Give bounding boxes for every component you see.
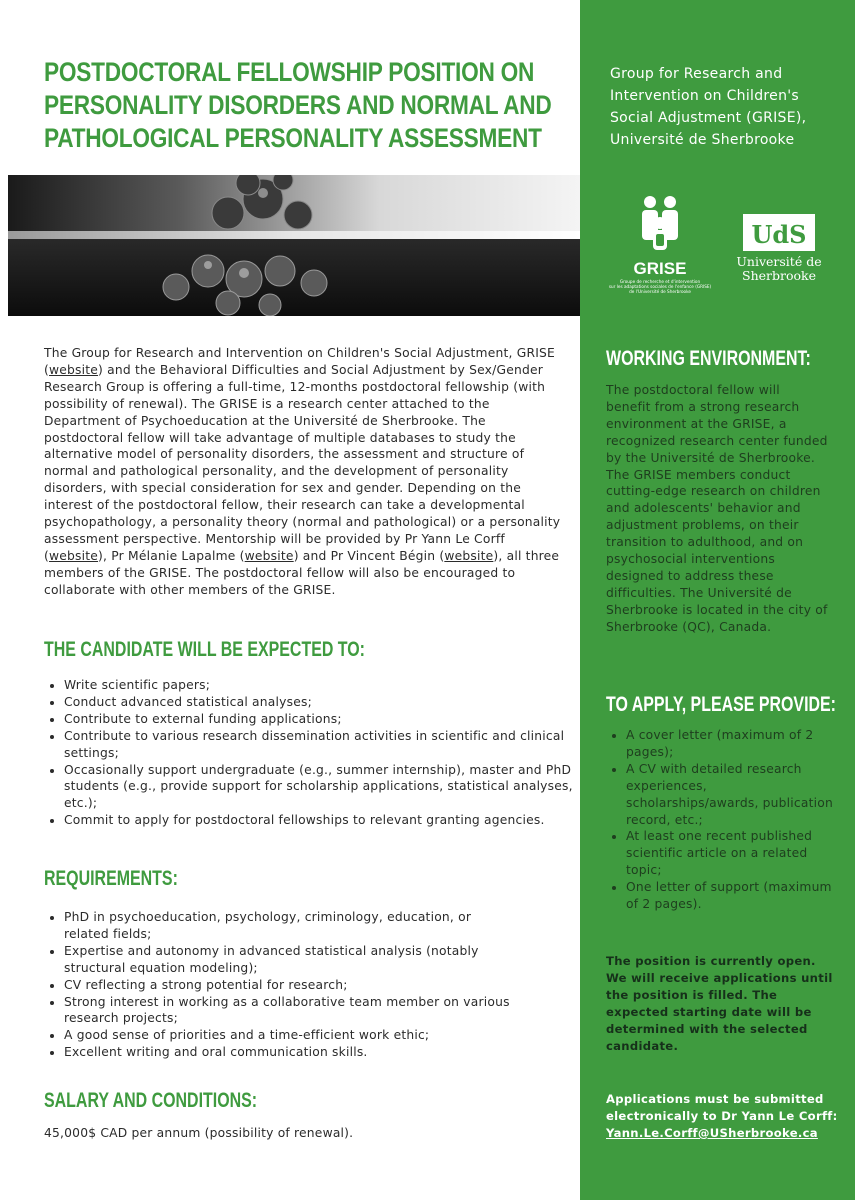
requirement-item: • A good sense of priorities and a time-efficient work ethic;: [64, 1027, 514, 1044]
requirement-item: • Expertise and autonomy in advanced statistical analysis (notably structural equation modeling);: [64, 943, 514, 977]
title-line: PERSONALITY DISORDERS AND NORMAL AND: [44, 90, 552, 120]
expected-item: • Conduct advanced statistical analyses;: [64, 694, 574, 711]
salary-heading: SALARY AND CONDITIONS:: [44, 1089, 258, 1112]
organization-name: [610, 63, 850, 151]
grise-logo: [580, 190, 855, 310]
uds-name-line: Sherbrooke: [742, 268, 816, 283]
provide-item: • One letter of support (maximum of 2 pages).: [626, 879, 838, 913]
puzzle-banner-image: [8, 175, 580, 316]
apply-text: Applications must be submitted electronically to Dr Yann Le Corff:: [606, 1092, 838, 1123]
uds-name-line: Université de: [736, 254, 822, 269]
requirements-list: [44, 909, 514, 1061]
expected-item: • Occasionally support undergraduate (e.g., summer internship), master and PhD students (e.g., provide support for scholarship applications, statistical analyses, etc.);: [64, 762, 574, 813]
intro-text: ), Pr Mélanie Lapalme (: [98, 548, 245, 563]
grise-website-link[interactable]: website: [49, 362, 99, 377]
expected-item: • Write scientific papers;: [64, 677, 574, 694]
org-line: Social Adjustment (GRISE),: [610, 110, 807, 126]
provide-item: • A CV with detailed research experiences, scholarships/awards, publication record, etc.;: [626, 761, 838, 829]
grise-name: GRISE: [633, 259, 687, 278]
intro-text: ) and the Behavioral Difficulties and Social Adjustment by Sex/Gender Research Group is offering a full-time, 12-months postdoctoral fellowship (with possibility of renewal). The GRISE is a research center attached to the Department of Psychoeducation at the Université de Sherbrooke. The postdoctoral fellow will take advantage of multiple databases to study the alternative model of personality disorders, the assessment and structure of normal and pathological personality, and the development of personality disorders, with special consideration for sex and gender. Depending on the interest of the postdoctoral fellow, their research can take a developmental psychopathology, a personality theory (normal and pathological) or a personality assessment perspective. Mentorship will be provided by Pr Yann Le Corff (: [44, 362, 561, 563]
title-line: POSTDOCTORAL FELLOWSHIP POSITION ON: [44, 57, 535, 87]
intro-text: The Group for Research and Intervention on Children's Social Adjustment, GRISE (: [44, 346, 556, 377]
apply-instructions: [606, 1091, 846, 1142]
expected-item: • Contribute to various research dissemination activities in scientific and clinical settings;: [64, 728, 574, 762]
expected-list: [44, 677, 574, 829]
page-title: [44, 56, 552, 155]
org-line: Group for Research and: [610, 66, 783, 82]
org-line: Université de Sherbrooke: [610, 132, 795, 148]
expected-item: • Contribute to external funding applications;: [64, 711, 574, 728]
lapalme-website-link[interactable]: website: [244, 548, 294, 563]
requirement-item: • Excellent writing and oral communication skills.: [64, 1044, 514, 1061]
provide-heading: TO APPLY, PLEASE PROVIDE:: [606, 693, 837, 716]
provide-item: • A cover letter (maximum of 2 pages);: [626, 727, 838, 761]
provide-item: • At least one recent published scientific article on a related topic;: [626, 828, 838, 879]
expected-item: • Commit to apply for postdoctoral fellowships to relevant granting agencies.: [64, 812, 574, 829]
contact-email-link[interactable]: Yann.Le.Corff@USherbrooke.ca: [606, 1125, 818, 1140]
requirements-heading: REQUIREMENTS:: [44, 867, 178, 890]
position-notice: The position is currently open. We will receive applications until the position is filled. The expected starting date will be determined with the selected candidate.: [606, 954, 833, 1053]
uds-mark: UdS: [751, 220, 807, 249]
grise-subtitle-line: Groupe de recherche et d'intervention: [619, 279, 701, 284]
environment-text: The postdoctoral fellow will benefit from a strong research environment at the GRISE, a recognized research center funded by the Université de Sherbrooke. The GRISE members conduct cutting-edge research on children and adolescents' behavior and adjustment problems, on their transition to adulthood, and on psychosocial interventions designed to address these difficulties. The Université de Sherbrooke is located in the city of Sherbrooke (QC), Canada.: [606, 383, 828, 634]
grise-subtitle-line: de l'Université de Sherbrooke: [629, 289, 691, 294]
intro-text: ), all three members of the GRISE. The postdoctoral fellow will also be encouraged to collaborate with other members of the GRISE.: [44, 548, 560, 597]
intro-paragraph: [44, 345, 564, 599]
partner-logos: [580, 190, 855, 310]
provide-list: [606, 727, 838, 913]
requirement-item: • Strong interest in working as a collaborative team member on various research projects;: [64, 994, 514, 1028]
begin-website-link[interactable]: website: [444, 548, 494, 563]
title-line: PATHOLOGICAL PERSONALITY ASSESSMENT: [44, 123, 542, 153]
org-line: Intervention on Children's: [610, 88, 799, 104]
intro-text: ) and Pr Vincent Bégin (: [293, 548, 445, 563]
expected-heading: THE CANDIDATE WILL BE EXPECTED TO:: [44, 638, 365, 661]
requirement-item: • PhD in psychoeducation, psychology, criminology, education, or related fields;: [64, 909, 514, 943]
environment-heading: WORKING ENVIRONMENT:: [606, 347, 811, 370]
salary-text: 45,000$ CAD per annum (possibility of renewal).: [44, 1126, 354, 1140]
grise-subtitle-line: sur les adaptations sociales de l'enfance (GRISE): [608, 284, 712, 289]
requirement-item: • CV reflecting a strong potential for research;: [64, 977, 514, 994]
le-corff-website-link[interactable]: website: [49, 548, 99, 563]
